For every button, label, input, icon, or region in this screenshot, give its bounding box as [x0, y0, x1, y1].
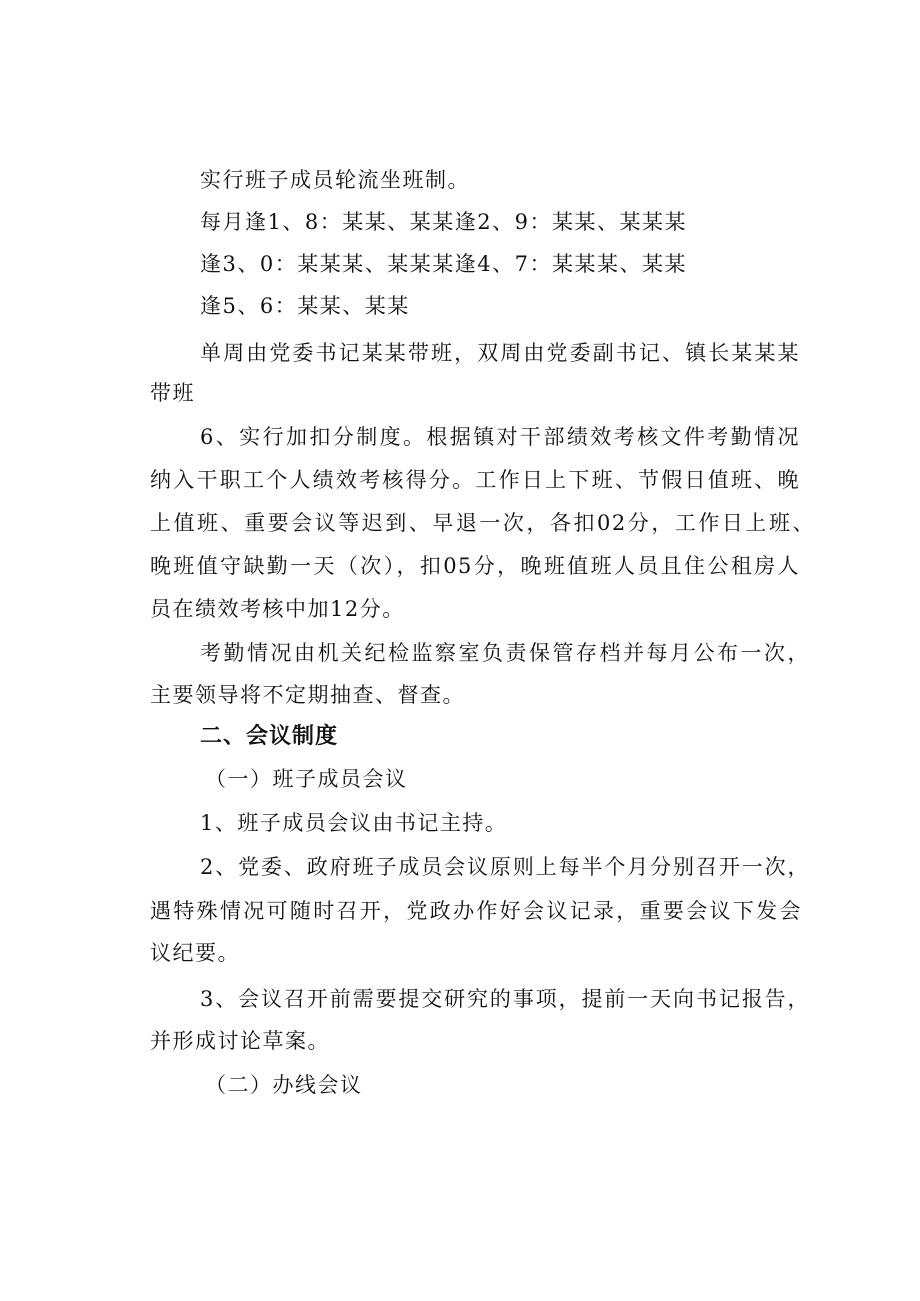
paragraph-line-4: 逢5、6：某某、某某	[200, 294, 410, 318]
paragraph-line-3: 逢3、0：某某某、某某某逢4、7：某某某、某某	[200, 252, 687, 276]
paragraph-line-15: 2、党委、政府班子成员会议原则上每半个月分别召开一次，	[200, 855, 810, 879]
paragraph-line-19: 并形成讨论草案。	[150, 1029, 330, 1053]
paragraph-line-12: 考勤情况由机关纪检监察室负责保管存档并每月公布一次，	[200, 641, 810, 665]
paragraph-line-13: 主要领导将不定期抽查、督查。	[150, 683, 465, 707]
paragraph-line-17: 议纪要。	[150, 941, 240, 965]
subsection-heading-1: （一）班子成员会议	[205, 767, 408, 791]
paragraph-line-7: 6、实行加扣分制度。根据镇对干部绩效考核文件考勤情况	[200, 425, 800, 449]
paragraph-line-14: 1、班子成员会议由书记主持。	[200, 811, 508, 835]
paragraph-line-8: 纳入干职工个人绩效考核得分。工作日上下班、节假日值班、晚	[150, 468, 800, 492]
section-heading-meeting-system: 二、会议制度	[200, 724, 339, 749]
paragraph-line-1: 实行班子成员轮流坐班制。	[200, 168, 470, 192]
paragraph-line-11: 员在绩效考核中加12分。	[150, 597, 405, 621]
subsection-heading-2: （二）办线会议	[205, 1073, 363, 1097]
paragraph-line-10: 晚班值守缺勤一天（次），扣05分，晚班值班人员且住公租房人	[150, 554, 800, 578]
paragraph-line-18: 3、会议召开前需要提交研究的事项，提前一天向书记报告，	[200, 987, 810, 1011]
paragraph-line-16: 遇特殊情况可随时召开，党政办作好会议记录，重要会议下发会	[150, 899, 802, 923]
paragraph-line-6: 带班	[150, 381, 195, 405]
paragraph-line-5: 单周由党委书记某某带班，双周由党委副书记、镇长某某某	[200, 341, 800, 365]
paragraph-line-9: 上值班、重要会议等迟到、早退一次，各扣02分，工作日上班、	[150, 511, 815, 535]
paragraph-line-2: 每月逢1、8：某某、某某逢2、9：某某、某某某	[200, 210, 687, 234]
